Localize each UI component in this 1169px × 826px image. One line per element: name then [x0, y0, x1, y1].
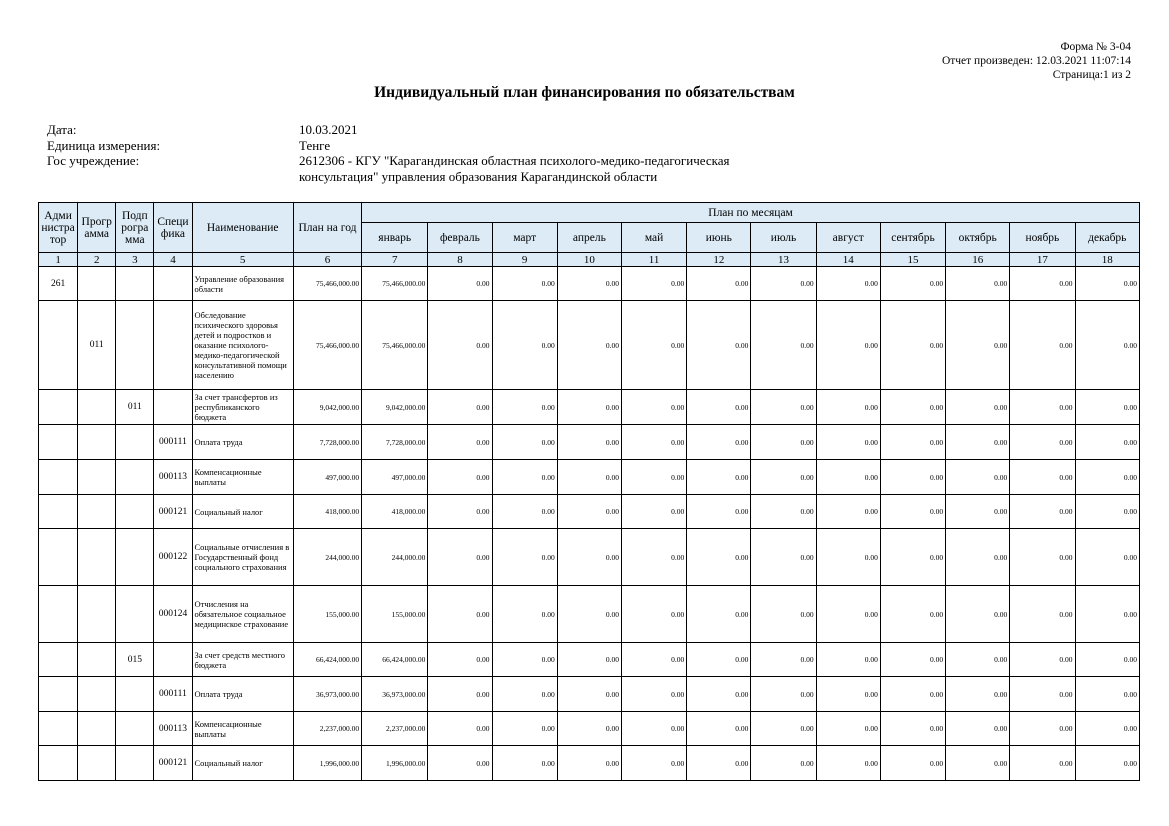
- month-value-cell: 0.00: [428, 425, 492, 460]
- month-value-cell: 0.00: [880, 301, 945, 390]
- month-value-cell: 2,237,000.00: [362, 712, 428, 746]
- table-row: [39, 495, 1140, 529]
- month-value-cell: 0.00: [946, 460, 1010, 495]
- meta-label: Дата:: [47, 122, 77, 137]
- report-header-info: [942, 40, 1131, 82]
- month-value-cell: 0.00: [687, 301, 751, 390]
- table-row: [39, 643, 1140, 677]
- month-value-cell: 75,466,000.00: [362, 301, 428, 390]
- program-code-cell: [78, 460, 116, 495]
- month-value-cell: 0.00: [621, 746, 686, 781]
- month-value-cell: 0.00: [621, 425, 686, 460]
- month-value-cell: 0.00: [428, 586, 492, 643]
- month-value-cell: 0.00: [880, 529, 945, 586]
- item-name-cell: Компенсационные выплаты: [192, 460, 293, 495]
- col-header-subprogram: Подп рогра мма: [116, 203, 154, 253]
- column-number: 15: [880, 253, 945, 267]
- item-name-cell: За счет средств местного бюджета: [192, 643, 293, 677]
- item-name-cell: Компенсационные выплаты: [192, 712, 293, 746]
- item-name-cell: Социальный налог: [192, 495, 293, 529]
- subprogram-code-cell: [116, 301, 154, 390]
- month-value-cell: 0.00: [621, 460, 686, 495]
- month-value-cell: 0.00: [816, 425, 880, 460]
- program-code-cell: [78, 267, 116, 301]
- year-plan-cell: 244,000.00: [293, 529, 361, 586]
- item-name-cell: Оплата труда: [192, 677, 293, 712]
- column-number: 4: [154, 253, 192, 267]
- meta-row-unit: [47, 138, 779, 154]
- month-value-cell: 0.00: [816, 529, 880, 586]
- year-plan-cell: 36,973,000.00: [293, 677, 361, 712]
- month-value-cell: 0.00: [946, 712, 1010, 746]
- month-value-cell: 0.00: [1075, 586, 1139, 643]
- month-value-cell: 0.00: [1010, 643, 1075, 677]
- admin-code-cell: [39, 529, 78, 586]
- column-number: 7: [362, 253, 428, 267]
- month-value-cell: 0.00: [428, 495, 492, 529]
- year-plan-cell: 2,237,000.00: [293, 712, 361, 746]
- month-value-cell: 0.00: [557, 460, 621, 495]
- month-value-cell: 0.00: [621, 301, 686, 390]
- month-header: август: [816, 223, 880, 253]
- month-header: октябрь: [946, 223, 1010, 253]
- column-number: 1: [39, 253, 78, 267]
- month-value-cell: 0.00: [751, 495, 816, 529]
- month-value-cell: 0.00: [1075, 643, 1139, 677]
- month-value-cell: 0.00: [492, 586, 557, 643]
- subprogram-code-cell: [116, 586, 154, 643]
- month-header: июль: [751, 223, 816, 253]
- specifics-code-cell: 000122: [154, 529, 192, 586]
- month-value-cell: 0.00: [751, 677, 816, 712]
- month-value-cell: 0.00: [816, 460, 880, 495]
- month-value-cell: 0.00: [751, 712, 816, 746]
- month-value-cell: 0.00: [946, 643, 1010, 677]
- year-plan-cell: 418,000.00: [293, 495, 361, 529]
- col-header-year-plan: План на год: [293, 203, 361, 253]
- month-value-cell: 66,424,000.00: [362, 643, 428, 677]
- month-value-cell: 0.00: [557, 425, 621, 460]
- month-value-cell: 0.00: [687, 586, 751, 643]
- month-value-cell: 0.00: [1075, 390, 1139, 425]
- month-value-cell: 0.00: [687, 425, 751, 460]
- month-value-cell: 0.00: [492, 301, 557, 390]
- month-value-cell: 0.00: [1075, 495, 1139, 529]
- month-value-cell: 0.00: [816, 390, 880, 425]
- month-value-cell: 244,000.00: [362, 529, 428, 586]
- month-value-cell: 0.00: [946, 677, 1010, 712]
- admin-code-cell: [39, 712, 78, 746]
- form-number: Форма № 3-04: [1060, 41, 1131, 53]
- column-number: 5: [192, 253, 293, 267]
- admin-code-cell: [39, 390, 78, 425]
- table-row: [39, 746, 1140, 781]
- month-value-cell: 0.00: [751, 460, 816, 495]
- col-header-admin: Адми нистра тор: [39, 203, 78, 253]
- month-value-cell: 0.00: [880, 677, 945, 712]
- year-plan-cell: 1,996,000.00: [293, 746, 361, 781]
- item-name-cell: Социальные отчисления в Государственный фонд социального страхования: [192, 529, 293, 586]
- month-value-cell: 0.00: [687, 495, 751, 529]
- month-value-cell: 0.00: [557, 301, 621, 390]
- month-value-cell: 0.00: [687, 460, 751, 495]
- month-value-cell: 0.00: [621, 529, 686, 586]
- subprogram-code-cell: [116, 712, 154, 746]
- program-code-cell: [78, 677, 116, 712]
- program-code-cell: [78, 746, 116, 781]
- month-header: февраль: [428, 223, 492, 253]
- month-value-cell: 0.00: [1075, 301, 1139, 390]
- month-value-cell: 0.00: [816, 586, 880, 643]
- specifics-code-cell: 000111: [154, 677, 192, 712]
- month-value-cell: 0.00: [492, 460, 557, 495]
- month-header: май: [621, 223, 686, 253]
- month-value-cell: 0.00: [1010, 712, 1075, 746]
- admin-code-cell: [39, 460, 78, 495]
- year-plan-cell: 75,466,000.00: [293, 301, 361, 390]
- month-value-cell: 0.00: [816, 301, 880, 390]
- month-value-cell: 0.00: [1075, 460, 1139, 495]
- month-value-cell: 0.00: [751, 390, 816, 425]
- column-number: 12: [687, 253, 751, 267]
- month-header: март: [492, 223, 557, 253]
- month-value-cell: 0.00: [428, 267, 492, 301]
- table-row: [39, 267, 1140, 301]
- month-value-cell: 0.00: [557, 643, 621, 677]
- month-value-cell: 418,000.00: [362, 495, 428, 529]
- subprogram-code-cell: [116, 460, 154, 495]
- month-value-cell: 0.00: [880, 746, 945, 781]
- month-header: ноябрь: [1010, 223, 1075, 253]
- admin-code-cell: 261: [39, 267, 78, 301]
- program-code-cell: [78, 425, 116, 460]
- month-value-cell: 0.00: [428, 746, 492, 781]
- month-value-cell: 0.00: [880, 460, 945, 495]
- month-value-cell: 0.00: [751, 529, 816, 586]
- month-value-cell: 0.00: [1010, 677, 1075, 712]
- month-value-cell: 0.00: [751, 586, 816, 643]
- month-value-cell: 9,042,000.00: [362, 390, 428, 425]
- month-value-cell: 0.00: [1075, 746, 1139, 781]
- program-code-cell: [78, 495, 116, 529]
- month-value-cell: 0.00: [816, 712, 880, 746]
- month-value-cell: 0.00: [1075, 677, 1139, 712]
- item-name-cell: Оплата труда: [192, 425, 293, 460]
- month-value-cell: 0.00: [428, 677, 492, 712]
- month-value-cell: 0.00: [1010, 425, 1075, 460]
- column-number-row: [39, 253, 1140, 267]
- month-value-cell: 0.00: [880, 586, 945, 643]
- month-value-cell: 0.00: [557, 529, 621, 586]
- year-plan-cell: 75,466,000.00: [293, 267, 361, 301]
- month-value-cell: 0.00: [428, 643, 492, 677]
- month-value-cell: 0.00: [946, 586, 1010, 643]
- month-value-cell: 0.00: [880, 390, 945, 425]
- month-value-cell: 0.00: [492, 529, 557, 586]
- month-value-cell: 0.00: [428, 460, 492, 495]
- report-generated: Отчет произведен: 12.03.2021 11:07:14: [941, 55, 1131, 67]
- month-value-cell: 0.00: [687, 529, 751, 586]
- month-value-cell: 0.00: [621, 643, 686, 677]
- month-value-cell: 0.00: [1010, 746, 1075, 781]
- meta-label: Единица измерения:: [47, 137, 161, 153]
- subprogram-code-cell: [116, 529, 154, 586]
- specifics-code-cell: 000113: [154, 460, 192, 495]
- month-value-cell: 0.00: [880, 643, 945, 677]
- month-value-cell: 0.00: [1010, 460, 1075, 495]
- month-value-cell: 0.00: [946, 529, 1010, 586]
- month-value-cell: 0.00: [880, 495, 945, 529]
- table-row: [39, 425, 1140, 460]
- program-code-cell: [78, 529, 116, 586]
- admin-code-cell: [39, 495, 78, 529]
- subprogram-code-cell: [116, 677, 154, 712]
- month-value-cell: 0.00: [946, 267, 1010, 301]
- month-value-cell: 0.00: [946, 301, 1010, 390]
- year-plan-cell: 9,042,000.00: [293, 390, 361, 425]
- month-value-cell: 0.00: [1010, 301, 1075, 390]
- program-code-cell: [78, 390, 116, 425]
- month-value-cell: 0.00: [1010, 529, 1075, 586]
- subprogram-code-cell: [116, 425, 154, 460]
- month-header: декабрь: [1075, 223, 1139, 253]
- month-value-cell: 0.00: [428, 390, 492, 425]
- month-value-cell: 0.00: [492, 425, 557, 460]
- month-value-cell: 0.00: [816, 267, 880, 301]
- month-value-cell: 0.00: [816, 495, 880, 529]
- month-value-cell: 0.00: [557, 746, 621, 781]
- document-title: Индивидуальный план финансирования по обязательствам: [374, 84, 795, 101]
- subprogram-code-cell: [116, 267, 154, 301]
- specifics-code-cell: 000113: [154, 712, 192, 746]
- admin-code-cell: [39, 643, 78, 677]
- column-number: 2: [78, 253, 116, 267]
- table-row: [39, 460, 1140, 495]
- month-value-cell: 0.00: [557, 267, 621, 301]
- month-value-cell: 0.00: [687, 746, 751, 781]
- month-header: январь: [362, 223, 428, 253]
- subprogram-code-cell: 011: [116, 390, 154, 425]
- meta-row-date: [47, 122, 779, 138]
- column-number: 10: [557, 253, 621, 267]
- month-value-cell: 0.00: [751, 301, 816, 390]
- month-value-cell: 0.00: [816, 677, 880, 712]
- table-body: [39, 267, 1140, 781]
- col-header-specifics: Специ фика: [154, 203, 192, 253]
- month-value-cell: 0.00: [1075, 712, 1139, 746]
- month-header: июнь: [687, 223, 751, 253]
- item-name-cell: За счет трансфертов из республиканского бюджета: [192, 390, 293, 425]
- month-value-cell: 0.00: [687, 267, 751, 301]
- month-value-cell: 0.00: [687, 677, 751, 712]
- month-value-cell: 0.00: [621, 586, 686, 643]
- month-value-cell: 0.00: [557, 586, 621, 643]
- document-meta: [47, 122, 779, 184]
- month-value-cell: 0.00: [816, 746, 880, 781]
- table-row: [39, 677, 1140, 712]
- month-value-cell: 0.00: [557, 677, 621, 712]
- specifics-code-cell: 000124: [154, 586, 192, 643]
- table-row: [39, 301, 1140, 390]
- year-plan-cell: 7,728,000.00: [293, 425, 361, 460]
- col-header-monthly-plan: План по месяцам: [362, 203, 1140, 223]
- month-value-cell: 1,996,000.00: [362, 746, 428, 781]
- column-number: 14: [816, 253, 880, 267]
- table-row: [39, 586, 1140, 643]
- month-value-cell: 0.00: [751, 643, 816, 677]
- month-value-cell: 0.00: [621, 712, 686, 746]
- month-value-cell: 0.00: [816, 643, 880, 677]
- admin-code-cell: [39, 425, 78, 460]
- column-number: 6: [293, 253, 361, 267]
- month-value-cell: 0.00: [880, 425, 945, 460]
- month-header: сентябрь: [880, 223, 945, 253]
- month-value-cell: 0.00: [1075, 529, 1139, 586]
- month-value-cell: 0.00: [946, 746, 1010, 781]
- financing-plan-table: [38, 202, 1140, 781]
- program-code-cell: [78, 712, 116, 746]
- column-number: 17: [1010, 253, 1075, 267]
- year-plan-cell: 497,000.00: [293, 460, 361, 495]
- column-number: 16: [946, 253, 1010, 267]
- month-value-cell: 0.00: [621, 390, 686, 425]
- month-value-cell: 0.00: [621, 495, 686, 529]
- specifics-code-cell: [154, 390, 192, 425]
- month-value-cell: 0.00: [1075, 425, 1139, 460]
- month-value-cell: 0.00: [621, 267, 686, 301]
- month-value-cell: 0.00: [428, 529, 492, 586]
- month-value-cell: 0.00: [1010, 390, 1075, 425]
- program-code-cell: 011: [78, 301, 116, 390]
- month-value-cell: 0.00: [1075, 267, 1139, 301]
- month-header: апрель: [557, 223, 621, 253]
- col-header-program: Прогр амма: [78, 203, 116, 253]
- month-value-cell: 0.00: [1010, 495, 1075, 529]
- table-row: [39, 712, 1140, 746]
- month-value-cell: 0.00: [1010, 267, 1075, 301]
- month-value-cell: 7,728,000.00: [362, 425, 428, 460]
- column-number: 8: [428, 253, 492, 267]
- meta-row-institution: [47, 153, 779, 184]
- month-value-cell: 0.00: [946, 495, 1010, 529]
- month-value-cell: 0.00: [687, 712, 751, 746]
- month-value-cell: 0.00: [492, 390, 557, 425]
- admin-code-cell: [39, 586, 78, 643]
- item-name-cell: Управление образования области: [192, 267, 293, 301]
- specifics-code-cell: [154, 643, 192, 677]
- admin-code-cell: [39, 746, 78, 781]
- month-value-cell: 0.00: [946, 425, 1010, 460]
- month-value-cell: 497,000.00: [362, 460, 428, 495]
- specifics-code-cell: 000111: [154, 425, 192, 460]
- month-value-cell: 0.00: [1010, 586, 1075, 643]
- item-name-cell: Социальный налог: [192, 746, 293, 781]
- month-value-cell: 155,000.00: [362, 586, 428, 643]
- program-code-cell: [78, 586, 116, 643]
- admin-code-cell: [39, 677, 78, 712]
- meta-value: Тенге: [299, 137, 331, 153]
- month-value-cell: 0.00: [687, 643, 751, 677]
- month-value-cell: 0.00: [492, 495, 557, 529]
- month-value-cell: 0.00: [880, 712, 945, 746]
- meta-label: Гос учреждение:: [47, 153, 140, 168]
- month-value-cell: 0.00: [880, 267, 945, 301]
- item-name-cell: Обследование психического здоровья детей и подростков и оказание психолого-медико-педагогической консультативной помощи населению: [192, 301, 293, 390]
- subprogram-code-cell: [116, 495, 154, 529]
- month-value-cell: 0.00: [751, 425, 816, 460]
- month-value-cell: 0.00: [946, 390, 1010, 425]
- column-number: 3: [116, 253, 154, 267]
- month-value-cell: 0.00: [557, 495, 621, 529]
- column-number: 9: [492, 253, 557, 267]
- column-number: 11: [621, 253, 686, 267]
- subprogram-code-cell: [116, 746, 154, 781]
- month-value-cell: 75,466,000.00: [362, 267, 428, 301]
- month-value-cell: 0.00: [492, 267, 557, 301]
- table-row: [39, 390, 1140, 425]
- month-value-cell: 0.00: [492, 677, 557, 712]
- specifics-code-cell: 000121: [154, 746, 192, 781]
- column-number: 13: [751, 253, 816, 267]
- col-header-name: Наименование: [192, 203, 293, 253]
- admin-code-cell: [39, 301, 78, 390]
- month-value-cell: 0.00: [751, 267, 816, 301]
- column-number: 18: [1075, 253, 1139, 267]
- month-value-cell: 0.00: [621, 677, 686, 712]
- month-value-cell: 0.00: [557, 390, 621, 425]
- month-value-cell: 0.00: [687, 390, 751, 425]
- month-value-cell: 0.00: [492, 746, 557, 781]
- specifics-code-cell: [154, 267, 192, 301]
- month-value-cell: 0.00: [492, 643, 557, 677]
- year-plan-cell: 66,424,000.00: [293, 643, 361, 677]
- subprogram-code-cell: 015: [116, 643, 154, 677]
- meta-value: 2612306 - КГУ "Карагандинская областная психолого-медико-педагогическая консультация" управления образования Карагандинской области: [299, 153, 730, 184]
- month-value-cell: 0.00: [428, 301, 492, 390]
- month-value-cell: 0.00: [557, 712, 621, 746]
- page-indicator: Страница:1 из 2: [1052, 69, 1131, 81]
- month-value-cell: 0.00: [751, 746, 816, 781]
- table-row: [39, 529, 1140, 586]
- item-name-cell: Отчисления на обязательное социальное медицинское страхование: [192, 586, 293, 643]
- specifics-code-cell: 000121: [154, 495, 192, 529]
- year-plan-cell: 155,000.00: [293, 586, 361, 643]
- specifics-code-cell: [154, 301, 192, 390]
- month-value-cell: 0.00: [492, 712, 557, 746]
- month-value-cell: 0.00: [428, 712, 492, 746]
- meta-value: 10.03.2021: [299, 122, 358, 137]
- month-value-cell: 36,973,000.00: [362, 677, 428, 712]
- program-code-cell: [78, 643, 116, 677]
